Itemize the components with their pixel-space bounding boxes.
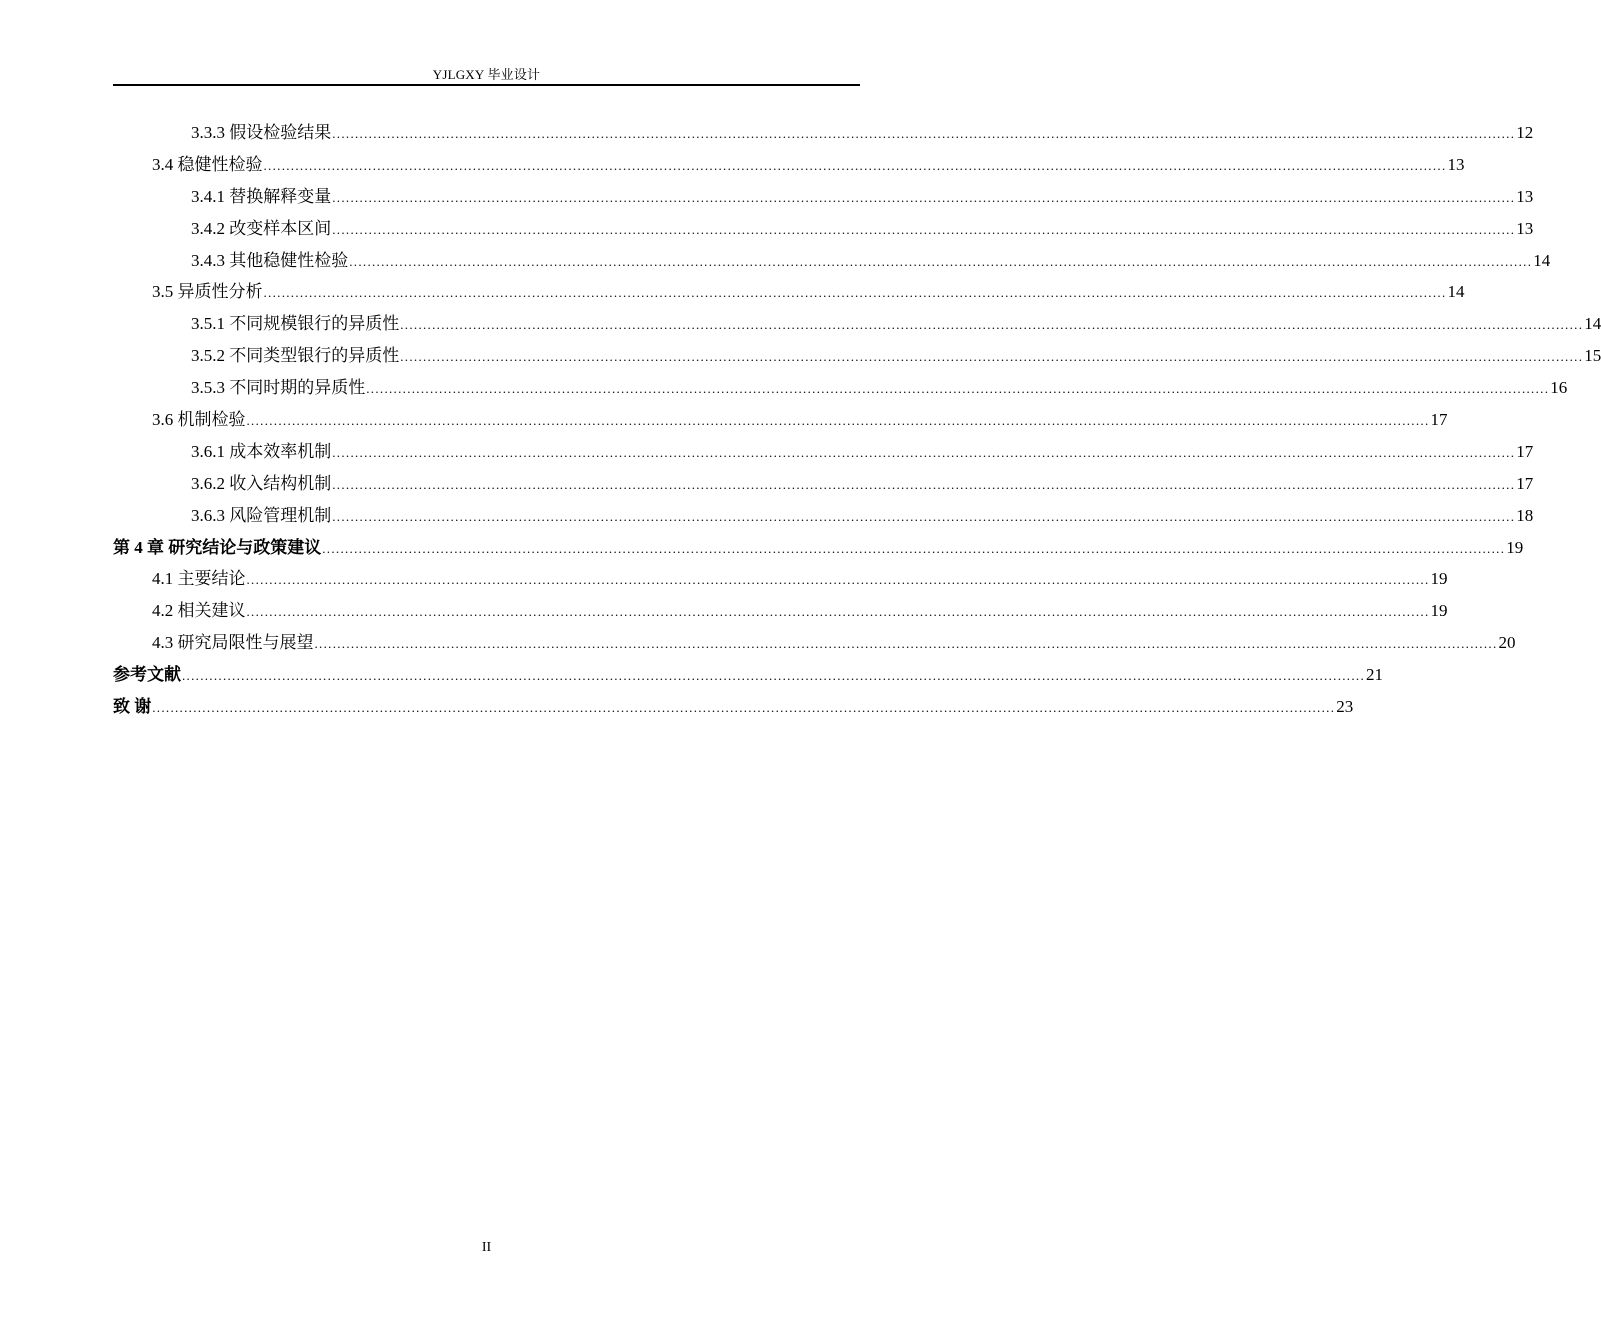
toc-entry[interactable]: [113, 659, 1383, 691]
toc-entry-page-number: 12: [1516, 123, 1534, 142]
toc-entry-label: 参考文献: [113, 665, 181, 685]
toc-entry-label: 3.4.1 替换解释变量: [191, 186, 332, 206]
table-of-contents: [113, 117, 1601, 723]
toc-entry-page-number: 14: [1533, 250, 1551, 270]
toc-dot-leader: ....................................................................................................................................................................................................................................................................: [332, 508, 1516, 524]
toc-entry-page-number: 19: [1430, 569, 1448, 589]
toc-entry[interactable]: [113, 213, 1534, 245]
toc-entry[interactable]: [113, 532, 1524, 564]
toc-entry-page-number: 17: [1516, 473, 1534, 493]
toc-entry-page-number: 19: [1430, 601, 1448, 621]
toc-entry-label: 3.6 机制检验: [152, 410, 246, 430]
toc-entry-page-number: 19: [1506, 537, 1524, 557]
toc-entry-page-number: 14: [1447, 282, 1465, 302]
toc-dot-leader: ....................................................................................................................................................................................................................................................................: [332, 221, 1516, 237]
toc-entry[interactable]: [113, 468, 1534, 500]
page-number: II: [481, 1240, 492, 1255]
toc-entry[interactable]: [113, 500, 1534, 532]
toc-entry-label: 3.6.3 风险管理机制: [191, 505, 332, 525]
toc-entry-label: 3.3.3 假设检验结果: [191, 123, 332, 142]
toc-entry[interactable]: [113, 276, 1465, 308]
toc-entry-page-number: 23: [1336, 697, 1354, 717]
running-header: YJLGXY 毕业设计: [432, 67, 541, 82]
toc-dot-leader: ....................................................................................................................................................................................................................................................................: [322, 540, 1506, 556]
toc-entry[interactable]: [113, 245, 1551, 277]
toc-entry-label: 3.5.2 不同类型银行的异质性: [191, 346, 400, 366]
toc-entry[interactable]: [113, 149, 1465, 181]
toc-entry-page-number: 13: [1516, 186, 1534, 206]
toc-entry-label: 致 谢: [113, 697, 152, 717]
toc-dot-leader: ....................................................................................................................................................................................................................................................................: [246, 572, 1430, 588]
toc-dot-leader: ....................................................................................................................................................................................................................................................................: [263, 285, 1447, 301]
toc-entry-label: 第 4 章 研究结论与政策建议: [113, 537, 322, 557]
toc-dot-leader: ....................................................................................................................................................................................................................................................................: [263, 157, 1447, 173]
toc-entry[interactable]: [113, 627, 1516, 659]
toc-entry-page-number: 17: [1516, 441, 1534, 461]
header-rule: [113, 84, 860, 86]
toc-entry-page-number: 14: [1584, 314, 1601, 334]
toc-entry-page-number: 20: [1498, 633, 1516, 653]
toc-entry[interactable]: [113, 404, 1448, 436]
toc-entry-label: 3.4.3 其他稳健性检验: [191, 250, 349, 270]
toc-entry-label: 3.5.3 不同时期的异质性: [191, 378, 366, 398]
toc-entry-page-number: 21: [1366, 665, 1383, 685]
toc-entry-label: 3.4.2 改变样本区间: [191, 218, 332, 238]
toc-entry-page-number: 13: [1447, 154, 1465, 174]
toc-dot-leader: ....................................................................................................................................................................................................................................................................: [400, 349, 1584, 365]
toc-entry[interactable]: [113, 181, 1534, 213]
toc-entry-page-number: 16: [1550, 378, 1568, 398]
toc-entry[interactable]: [113, 308, 1601, 340]
toc-entry[interactable]: [113, 563, 1448, 595]
toc-dot-leader: ....................................................................................................................................................................................................................................................................: [152, 700, 1336, 716]
toc-dot-leader: ....................................................................................................................................................................................................................................................................: [332, 189, 1516, 205]
toc-dot-leader: ....................................................................................................................................................................................................................................................................: [246, 604, 1430, 620]
toc-entry-label: 3.6.2 收入结构机制: [191, 473, 332, 493]
toc-entry[interactable]: [113, 117, 1534, 149]
toc-entry-label: 4.2 相关建议: [152, 601, 246, 621]
toc-entry-page-number: 18: [1516, 505, 1534, 525]
toc-dot-leader: ....................................................................................................................................................................................................................................................................: [246, 413, 1430, 429]
toc-entry-label: 3.6.1 成本效率机制: [191, 441, 332, 461]
toc-entry-page-number: 13: [1516, 218, 1534, 238]
toc-dot-leader: ....................................................................................................................................................................................................................................................................: [366, 381, 1550, 397]
toc-entry[interactable]: [113, 436, 1534, 468]
toc-entry[interactable]: [113, 691, 1354, 723]
toc-entry-label: 3.5 异质性分析: [152, 282, 263, 302]
toc-entry[interactable]: [113, 595, 1448, 627]
toc-dot-leader: ....................................................................................................................................................................................................................................................................: [314, 636, 1498, 652]
toc-dot-leader: ....................................................................................................................................................................................................................................................................: [332, 444, 1516, 460]
toc-entry-label: 3.5.1 不同规模银行的异质性: [191, 314, 400, 334]
toc-entry-page-number: 17: [1430, 410, 1448, 430]
toc-dot-leader: ....................................................................................................................................................................................................................................................................: [332, 126, 1516, 141]
toc-entry-page-number: 15: [1584, 346, 1601, 366]
toc-entry-label: 4.1 主要结论: [152, 569, 246, 589]
toc-entry-label: 3.4 稳健性检验: [152, 154, 263, 174]
toc-entry-label: 4.3 研究局限性与展望: [152, 633, 314, 653]
toc-dot-leader: ....................................................................................................................................................................................................................................................................: [400, 317, 1584, 333]
toc-dot-leader: ....................................................................................................................................................................................................................................................................: [349, 253, 1533, 269]
toc-entry[interactable]: [113, 340, 1601, 372]
toc-dot-leader: ....................................................................................................................................................................................................................................................................: [332, 476, 1516, 492]
toc-dot-leader: ....................................................................................................................................................................................................................................................................: [182, 668, 1365, 684]
toc-entry[interactable]: [113, 372, 1568, 404]
